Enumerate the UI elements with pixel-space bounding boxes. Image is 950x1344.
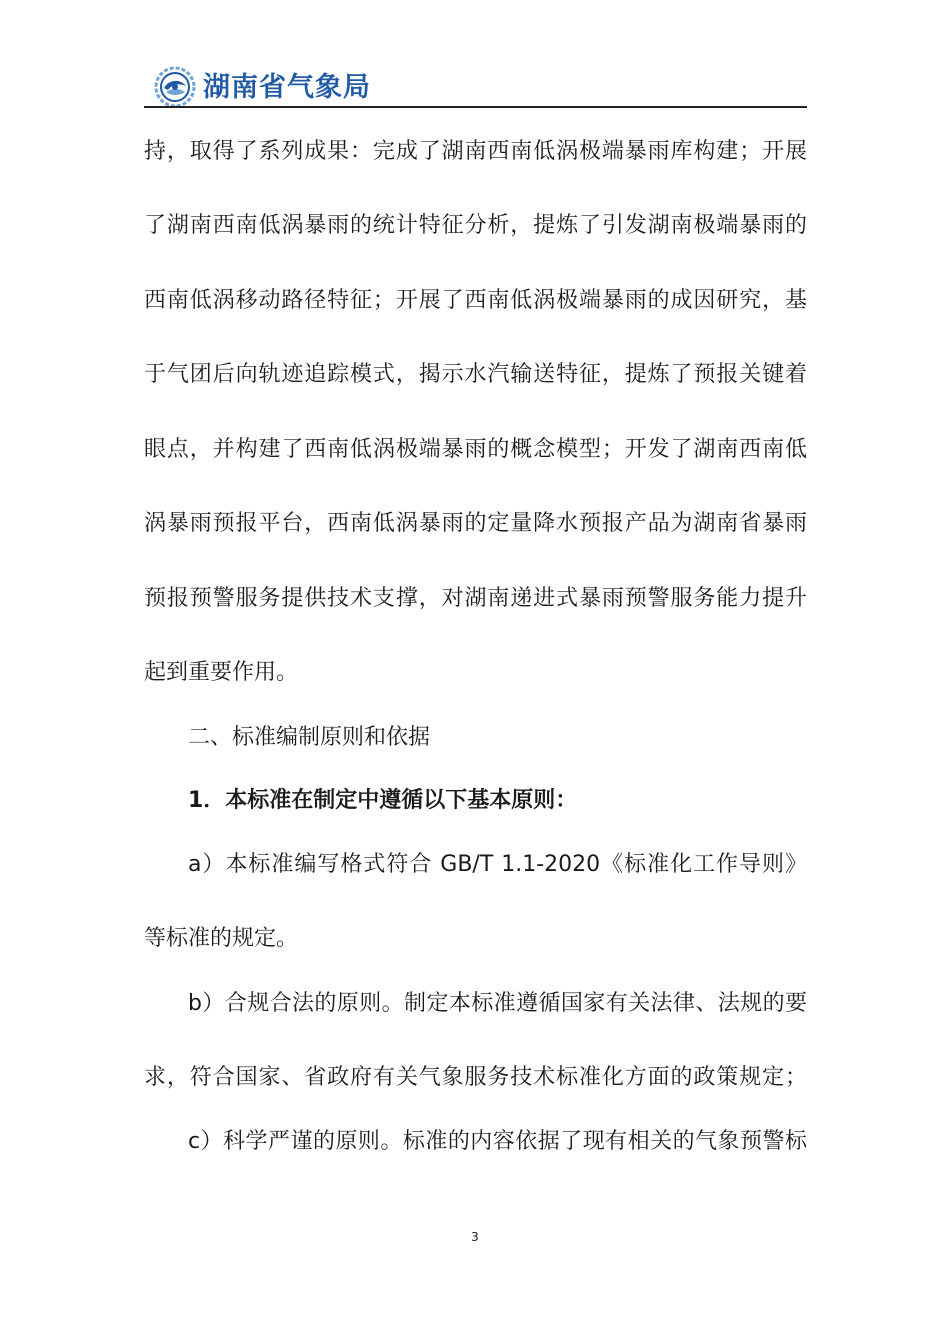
paragraph-line: 预报预警服务提供技术支撑，对湖南递进式暴雨预警服务能力提升 [144,586,807,611]
list-item-a-continuation: 等标准的规定。 [144,926,299,951]
paragraph-line: 于气团后向轨迹追踪模式，揭示水汽输送特征，提炼了预报关键着 [144,362,807,387]
list-item-c-line: c）科学严谨的原则。标准的内容依据了现有相关的气象预警标 [188,1129,807,1154]
paragraph-line: 西南低涡移动路径特征；开展了西南低涡极端暴雨的成因研究，基 [144,288,807,313]
list-item-b-continuation: 求，符合国家、省政府有关气象服务技术标准化方面的政策规定； [144,1065,807,1090]
paragraph-line: 了湖南西南低涡暴雨的统计特征分析，提炼了引发湖南极端暴雨的 [144,213,807,238]
header-title: 湖南省气象局 [203,72,371,103]
meteorological-bureau-logo-icon [154,66,196,108]
list-item-b-line: b）合规合法的原则。制定本标准遵循国家有关法律、法规的要 [188,991,807,1016]
header-divider [144,106,807,108]
paragraph-line: 眼点，并构建了西南低涡极端暴雨的概念模型；开发了湖南西南低 [144,437,807,462]
page-header [0,0,950,112]
paragraph-line: 涡暴雨预报平台，西南低涡暴雨的定量降水预报产品为湖南省暴雨 [144,511,807,536]
paragraph-line: 持，取得了系列成果：完成了湖南西南低涡极端暴雨库构建；开展 [144,139,807,164]
page-number: 3 [471,1230,479,1244]
list-item-a-line: a）本标准编写格式符合 GB/T 1.1-2020《标准化工作导则》 [188,852,807,877]
sub-heading: 1．本标准在制定中遵循以下基本原则： [188,788,578,813]
paragraph-line: 起到重要作用。 [144,660,299,685]
section-heading: 二、标准编制原则和依据 [188,725,431,750]
